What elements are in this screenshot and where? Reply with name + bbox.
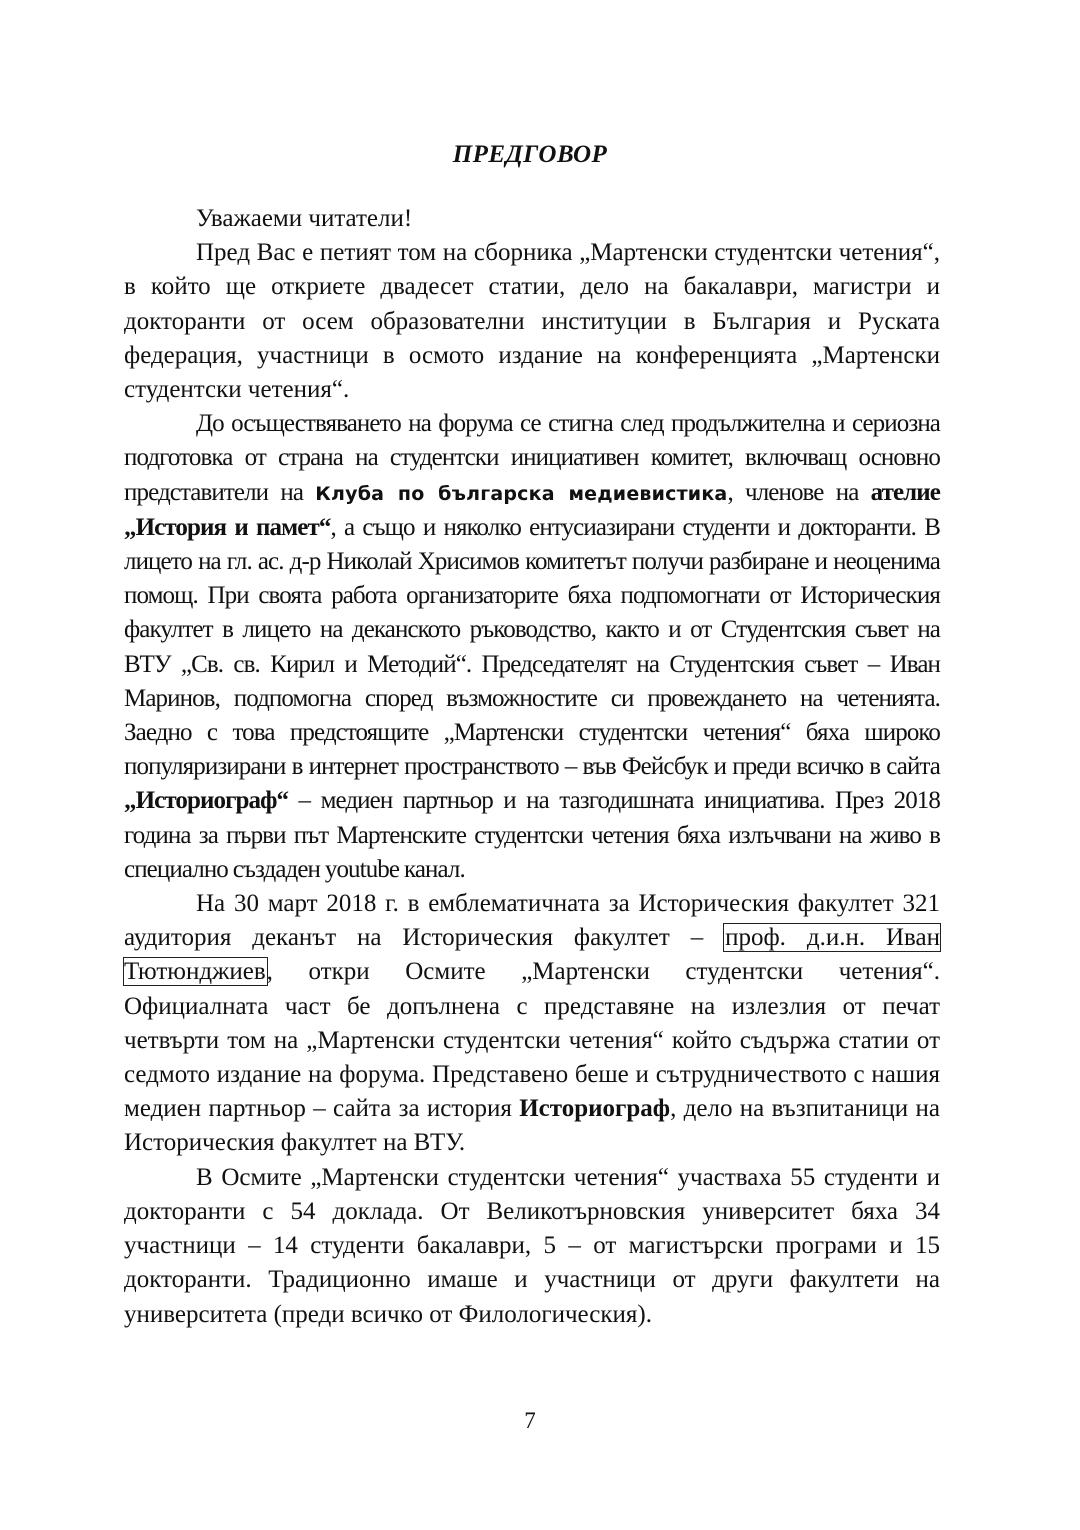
- paragraph-4: В Осмите „Мартенски студентски четения“ участваха 55 студенти и докторанти с 54 доклада. От Великотърновския университет бяха 34 участници – 14 студенти бакалаври, 5 – от магистърски програми и 15 докторанти. Традиционно имаше и участници от други факултети на университета (преди всичко от Филологическия).: [124, 1163, 940, 1328]
- paragraph-3: [124, 887, 940, 1161]
- page-title: ПРЕДГОВОР: [452, 141, 608, 168]
- paragraph-2-text-b: , членове на: [727, 478, 871, 506]
- paragraph-2: [124, 407, 940, 887]
- club-name: Клуба по българска медиевистика: [315, 482, 728, 505]
- dean-name-highlight: проф. д.и.н. Иван Тютюнджиев: [124, 924, 940, 986]
- atelier-name: ателие „История и памет“: [124, 478, 940, 541]
- site-name-2: Историограф: [519, 1095, 671, 1123]
- page-number: 7: [524, 1408, 536, 1433]
- paragraph-3-text-b: , откри Осмите „Мартенски студентски четения“. Официалната част бе допълнена с представяне на излезлия от печат четвърти том на „Мартенски студентски четения“ който съдържа статии от седмото издание на форума. Представено беше и сътрудничеството с нашия медиен партньор – сайта за история: [124, 958, 940, 1123]
- paragraph-2-text-d: – медиен партньор и на тазгодишната инициатива. През 2018 година за първи път Мартенските студентски четения бяха излъчвани на живо в специално създаден youtube канал.: [124, 787, 940, 883]
- paragraph-2-text-a: До осъществяването на форума се стигна след продължителна и сериозна подготовка от страна на студентски инициативен комитет, включващ основно представители на: [124, 410, 940, 506]
- salutation: Уважаеми читатели!: [196, 205, 413, 232]
- body-text: [124, 202, 940, 1332]
- paragraph-2-text-c: , а също и няколко ентусиазирани студенти и докторанти. В лицето на гл. ас. д-р Николай Хрисимов комитетът получи разбиране и неоценима помощ. При своята работа организаторите бяха подпомогнати от Историческия факултет в лицето на деканското ръководство, както и от Студентския съвет на ВТУ „Св. св. Кирил и Методий“. Председателят на Студентския съвет – Иван Маринов, подпомогна според възможностите си провеждането на четенията. Заедно с това предстоящите „Мартенски студентски четения“ бяха широко популяризирани в интернет пространството – във Фейсбук и преди всичко в сайта: [124, 513, 940, 781]
- paragraph-3-text-c: , дело на възпитаници на Историческия факултет на ВТУ.: [124, 1095, 941, 1157]
- paragraph-3-text-a: На 30 март 2018 г. в емблематичната за Историческия факултет 321 аудитория деканът на Историческия факултет –: [124, 890, 940, 952]
- paragraph-1: Пред Вас е петият том на сборника „Мартенски студентски четения“, в който ще откриете двадесет статии, дело на бакалаври, магистри и докторанти от осем образователни институции в България и Руската федерация, участници в осмото издание на конференцията „Мартенски студентски четения“.: [124, 239, 940, 404]
- site-name: „Историограф“: [124, 787, 289, 815]
